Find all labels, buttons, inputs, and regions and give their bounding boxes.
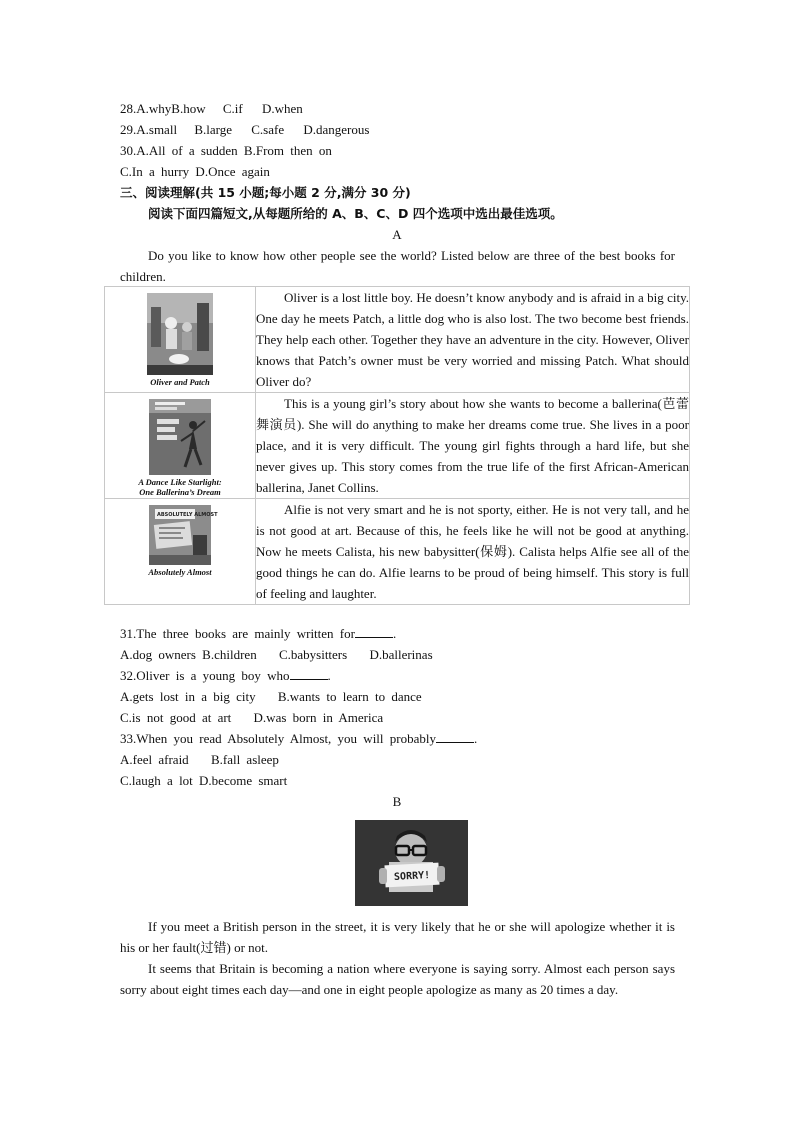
absolutely-description: Alfie is not very smart and he is not sporty, either. He is not very tall, and he is not good at art. Because of this, he feels like he will not be good at anything. Now he meets Calista, his new babysitter(保姆). Calista helps Alfie see all of the good things he can do. Alfie learns to be proud of being himself. This story is full of feeling and laughter. [256, 499, 690, 605]
q31-end: . [392, 626, 397, 641]
question-28 [120, 98, 303, 119]
q32-option-a: A.gets lost in a big city [120, 689, 256, 704]
q32-options-line2 [120, 707, 383, 728]
passage-b-letter: B [392, 794, 402, 809]
q31-stem: 31.The three books are mainly written for [120, 626, 355, 641]
dance-like-starlight-cover-image [149, 399, 211, 475]
q29-label: 29.A.small [120, 122, 178, 137]
sorry-sign-text: SORRY! [393, 870, 431, 883]
q32-stem: 32.Oliver is a young boy who [120, 668, 290, 683]
q32-option-b: B.wants to learn to dance [277, 689, 422, 704]
passage-a-intro: Do you like to know how other people see the world? Listed below are three of the best books for children. [120, 248, 675, 284]
oliver-description: Oliver is a lost little boy. He doesn’t know anybody and is afraid in a big city. One day he meets Patch, a little dog who is also lost. The two become best friends. They help each other. Together they have an adventure in the city. However, Oliver knows that Patch’s owner must be very worried and missing Patch. What should Oliver do? [256, 287, 690, 393]
question-33 [120, 728, 477, 749]
q28-option-d: D.when [261, 101, 303, 116]
oliver-caption: Oliver and Patch [150, 377, 210, 387]
book-row-absolutely [105, 499, 690, 605]
passage-b-paragraph-1 [120, 916, 675, 958]
book-row-oliver [105, 287, 690, 393]
dance-description: This is a young girl’s story about how she wants to become a ballerina(芭蕾舞演员). She will do anything to make her dreams come true. She lives in a poor place, and it is very difficult. The young girl fights through a hard life, but she never gives up. This story comes from the true life of the first African-American ballerina, Janet Collins. [256, 393, 690, 499]
q31-option-ab: A.dog owners B.children [120, 647, 257, 662]
passage-b-p2-text: It seems that Britain is becoming a nation where everyone is saying sorry. Almost each person says sorry about eight times each day—and one in eight people apologize as many as 20 times a day. [120, 961, 675, 997]
answer-blank [436, 730, 474, 743]
q33-stem: 33.When you read Absolutely Almost, you will probably [120, 731, 436, 746]
dance-caption-line1: A Dance Like Starlight: [138, 477, 222, 487]
passage-b-paragraph-2 [120, 958, 675, 1000]
q32-options-line1 [120, 686, 422, 707]
question-31 [120, 623, 396, 644]
question-32 [120, 665, 331, 686]
passage-b-p1-text: If you meet a British person in the street, it is very likely that he or she will apologize whether it is his or her fault(过错) or not. [120, 919, 675, 955]
answer-blank [355, 625, 393, 638]
section-title: 三、阅读理解(共 15 小题;每小题 2 分,满分 30 分) [120, 185, 411, 200]
book-cover-cell [105, 287, 256, 393]
passage-a-letter: A [392, 227, 402, 242]
q31-option-c: C.babysitters [278, 647, 348, 662]
q29-option-d: D.dangerous [303, 122, 370, 137]
q30-line2: C.In a hurry D.Once again [120, 164, 270, 179]
q31-options [120, 644, 433, 665]
books-table [104, 286, 690, 605]
q33-end: . [474, 731, 478, 746]
q33-option-a: A.feel afraid [120, 752, 189, 767]
q31-option-d: D.ballerinas [369, 647, 433, 662]
q29-option-c: C.safe [251, 122, 285, 137]
book-cover-cell [105, 499, 256, 605]
q32-option-d: D.was born in America [253, 710, 384, 725]
q33-options-line2: C.laugh a lot D.become smart [120, 773, 288, 788]
cover-title-text: ABSOLUTELY ALMOST [157, 512, 218, 518]
q32-end: . [327, 668, 331, 683]
sorry-man-photo [355, 820, 468, 906]
q32-option-c: C.is not good at art [120, 710, 232, 725]
answer-blank [290, 667, 328, 680]
q33-option-b: B.fall asleep [210, 752, 279, 767]
book-cover-cell [105, 393, 256, 499]
q33-options-line1 [120, 749, 279, 770]
book-row-dance [105, 393, 690, 499]
q28-option-c: C.if [222, 101, 243, 116]
q30-line1: 30.A.All of a sudden B.From then on [120, 143, 332, 158]
section-instruction: 阅读下面四篇短文,从每题所给的 A、B、C、D 四个选项中选出最佳选项。 [148, 206, 563, 221]
absolutely-caption: Absolutely Almost [148, 567, 212, 577]
absolutely-almost-cover-image [149, 505, 218, 565]
dance-caption-line2: One Ballerina’s Dream [139, 487, 221, 497]
q29-option-b: B.large [194, 122, 232, 137]
q28-label: 28.A.whyB.how [120, 101, 206, 116]
question-29 [120, 119, 369, 140]
oliver-and-patch-cover-image [147, 293, 213, 375]
